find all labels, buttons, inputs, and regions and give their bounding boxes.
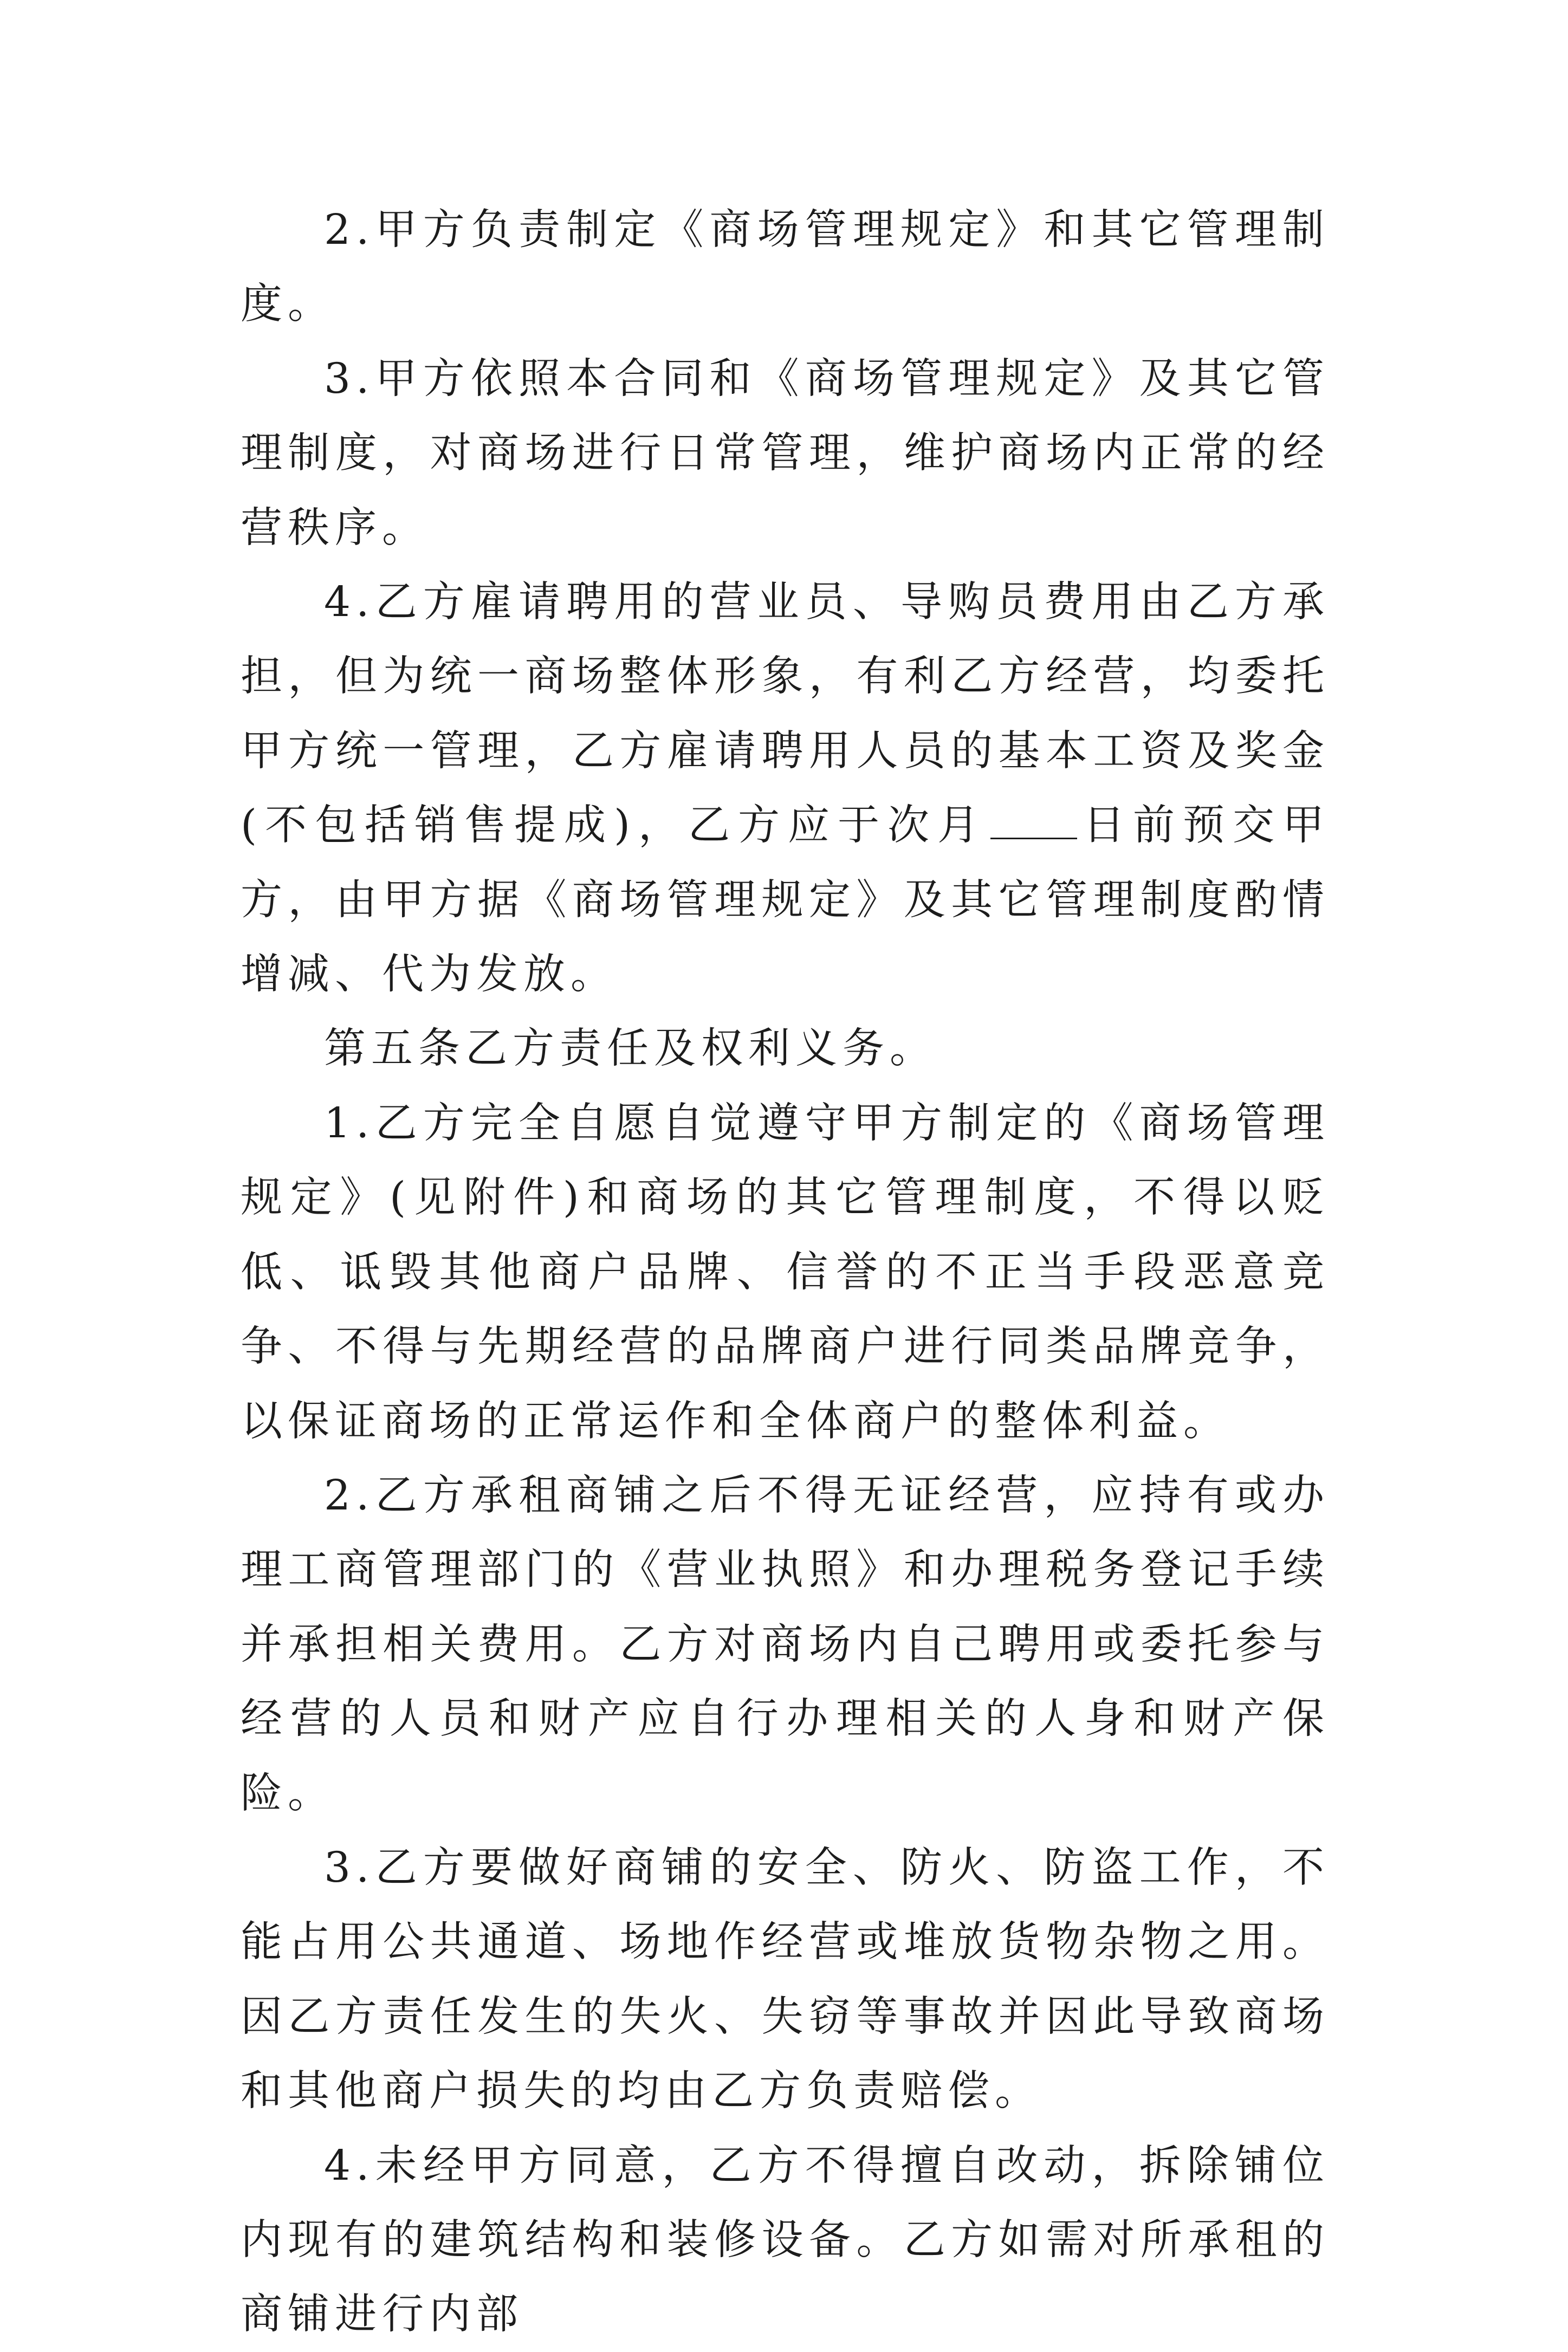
paragraph-article5-clause-3: 3.乙方要做好商铺的安全、防火、防盗工作，不能占用公共通道、场地作经营或堆放货物杂物之用。因乙方责任发生的失火、失窃等事故并因此导致商场和其他商户损失的均由乙方负责赔偿。: [241, 1843, 1330, 2116]
clause-4-text-before-blank: 4.乙方雇请聘用的营业员、导购员费用由乙方承担，但为统一商场整体形象，有利乙方经营，均委托甲方统一管理，乙方雇请聘用人员的基本工资及奖金(不包括销售提成)，乙方应于次月: [241, 578, 1330, 850]
paragraph-clause-4: [241, 565, 1330, 1012]
clause-4-text-after-blank: 日前预交甲方，由甲方据《商场管理规定》及其它管理制度酌情增减、代为发放。: [241, 801, 1330, 999]
paragraph-article5-clause-4: 4.未经甲方同意，乙方不得擅自改动，拆除铺位内现有的建筑结构和装修设备。乙方如需对所承租的商铺进行内部: [241, 2141, 1330, 2339]
paragraph-article5-clause-1: 1.乙方完全自愿自觉遵守甲方制定的《商场管理规定》(见附件)和商场的其它管理制度，不得以贬低、诋毁其他商户品牌、信誉的不正当手段恶意竞争、不得与先期经营的品牌商户进行同类品牌竞争，以保证商场的正常运作和全体商户的整体利益。: [241, 1099, 1330, 1446]
article-5-heading: 第五条乙方责任及权利义务。: [324, 1025, 937, 1073]
paragraph-clause-2: 2.甲方负责制定《商场管理规定》和其它管理制度。: [241, 206, 1330, 329]
contract-body: [241, 193, 1330, 2352]
paragraph-clause-3: 3.甲方依照本合同和《商场管理规定》及其它管理制度，对商场进行日常管理，维护商场内正常的经营秩序。: [241, 354, 1330, 552]
fill-in-blank: [990, 804, 1077, 839]
paragraph-article5-clause-2: 2.乙方承租商铺之后不得无证经营，应持有或办理工商管理部门的《营业执照》和办理税务登记手续并承担相关费用。乙方对商场内自己聘用或委托参与经营的人员和财产应自行办理相关的人身和财产保险。: [241, 1471, 1330, 1818]
